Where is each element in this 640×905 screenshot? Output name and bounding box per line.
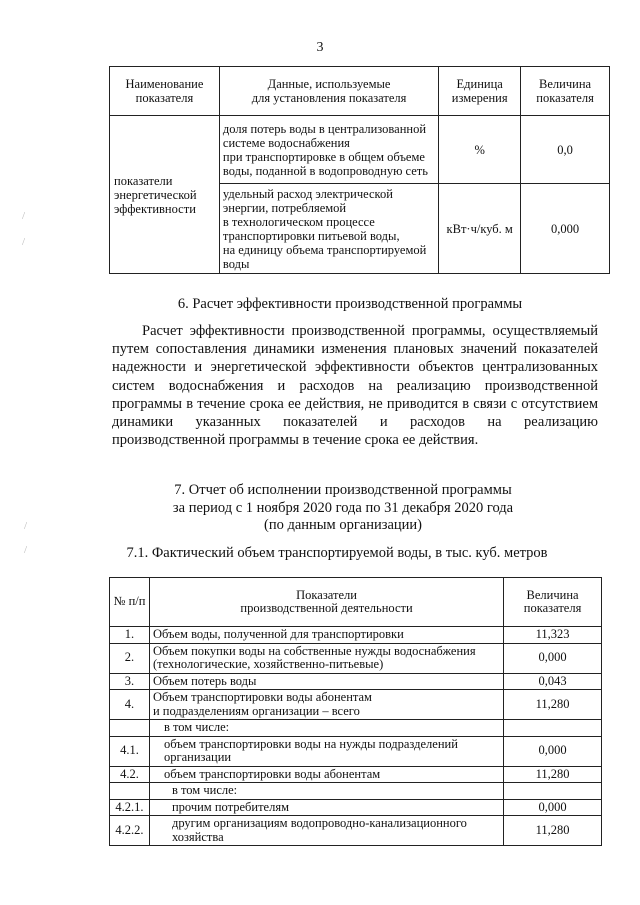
row-value: 0,000 xyxy=(504,799,602,816)
header-data-text: Данные, используемые для установления показателя xyxy=(251,77,407,105)
row-value-cell: 0,0 xyxy=(521,116,610,184)
header-value-text: Величина показателя xyxy=(536,77,594,105)
row-indicator: объем транспортировки воды на нужды подразделений организации xyxy=(149,736,503,766)
row-indicator: объем транспортировки воды абонентам xyxy=(149,766,503,783)
group-name-cell xyxy=(110,116,220,274)
row-value: 11,280 xyxy=(504,816,602,846)
row-number xyxy=(110,783,150,800)
group-name-text: показатели энергетической эффективности xyxy=(114,173,197,216)
row-indicator: прочим потребителям xyxy=(149,799,503,816)
row-number: 4.1. xyxy=(110,736,150,766)
header-indicator xyxy=(149,578,503,627)
row-value: 0,000 xyxy=(504,643,602,673)
row-number: 2. xyxy=(110,643,150,673)
row-value: 11,323 xyxy=(504,627,602,644)
page-number: 3 xyxy=(316,40,324,55)
header-num: № п/п xyxy=(110,578,150,627)
header-unit-text: Единица измерения xyxy=(451,77,508,105)
header-name-text: Наименование показателя xyxy=(125,77,204,105)
table-row xyxy=(110,643,602,673)
row-indicator: в том числе: xyxy=(149,783,503,800)
table-header-row xyxy=(110,67,610,116)
header-indicator-text: Показатели производственной деятельности xyxy=(240,587,413,615)
row-value: 0,000 xyxy=(504,736,602,766)
row-data-text: доля потерь воды в централизованной системе водоснабжения при транспортировке в общем объеме воды, поданной в водопроводную сеть xyxy=(222,121,428,178)
scan-mark: / xyxy=(24,520,28,532)
row-value-cell: 0,000 xyxy=(521,184,610,274)
header-value-text: Величина показателя xyxy=(523,587,582,615)
row-value xyxy=(504,720,602,737)
row-value: 11,280 xyxy=(504,690,602,720)
header-value xyxy=(504,578,602,627)
scan-mark: / xyxy=(24,544,28,556)
row-number: 3. xyxy=(110,673,150,690)
table-row xyxy=(110,690,602,720)
energy-efficiency-table xyxy=(109,66,610,274)
table-row xyxy=(110,116,610,184)
row-number: 1. xyxy=(110,627,150,644)
table-row xyxy=(110,783,602,800)
row-value xyxy=(504,783,602,800)
table-row xyxy=(110,627,602,644)
row-number: 4.2. xyxy=(110,766,150,783)
row-indicator: Объем потерь воды xyxy=(149,673,503,690)
row-indicator: Объем транспортировки воды абонентам и подразделениям организации – всего xyxy=(149,690,503,720)
table-body xyxy=(110,627,602,846)
header-value xyxy=(521,67,610,116)
header-name xyxy=(110,67,220,116)
row-number: 4. xyxy=(110,690,150,720)
section-6-heading: 6. Расчет эффективности производственной программы xyxy=(177,296,523,312)
table-row xyxy=(110,720,602,737)
row-number xyxy=(110,720,150,737)
scan-mark: / xyxy=(22,236,26,248)
row-unit-cell: % xyxy=(439,116,521,184)
row-number: 4.2.1. xyxy=(110,799,150,816)
row-data-text: удельный расход электрической энергии, потребляемой в технологическом процессе транспортировки питьевой воды, на единицу объема транспортируемой воды xyxy=(222,186,427,271)
row-indicator: в том числе: xyxy=(149,720,503,737)
row-indicator: другим организациям водопроводно-канализационного хозяйства xyxy=(149,816,503,846)
row-data-cell xyxy=(219,116,438,184)
table-row xyxy=(110,736,602,766)
section-7-heading: 7. Отчет об исполнении производственной программы за период с 1 ноября 2020 года по 31 декабря 2020 года (по данным организации) xyxy=(172,482,514,533)
row-number: 4.2.2. xyxy=(110,816,150,846)
table-header-row xyxy=(110,578,602,627)
row-unit-cell: кВт·ч/куб. м xyxy=(439,184,521,274)
section-6-paragraph: Расчет эффективности производственной программы, осуществляемый путем сопоставления динамики изменения плановых значений показателей надежности и энергетической эффективности объектов централизованных систем водоснабжения и расходов на реализацию производственной программы в течение срока ее действия, не приводится в связи с отсутствием динамики указанных показателей и расходов на реализацию производственной программы в течение срока ее действия. xyxy=(112,323,598,449)
row-indicator: Объем воды, полученной для транспортировки xyxy=(149,627,503,644)
table-row xyxy=(110,673,602,690)
row-data-cell xyxy=(219,184,438,274)
section-7-1-heading: 7.1. Фактический объем транспортируемой воды, в тыс. куб. метров xyxy=(126,545,548,561)
header-unit xyxy=(439,67,521,116)
row-indicator: Объем покупки воды на собственные нужды водоснабжения (технологические, хозяйственно-питьевые) xyxy=(149,643,503,673)
water-volume-table xyxy=(109,577,602,846)
table-row xyxy=(110,766,602,783)
header-data xyxy=(219,67,438,116)
scan-mark: / xyxy=(22,210,26,222)
table-row xyxy=(110,816,602,846)
row-value: 11,280 xyxy=(504,766,602,783)
row-value: 0,043 xyxy=(504,673,602,690)
table-row xyxy=(110,799,602,816)
